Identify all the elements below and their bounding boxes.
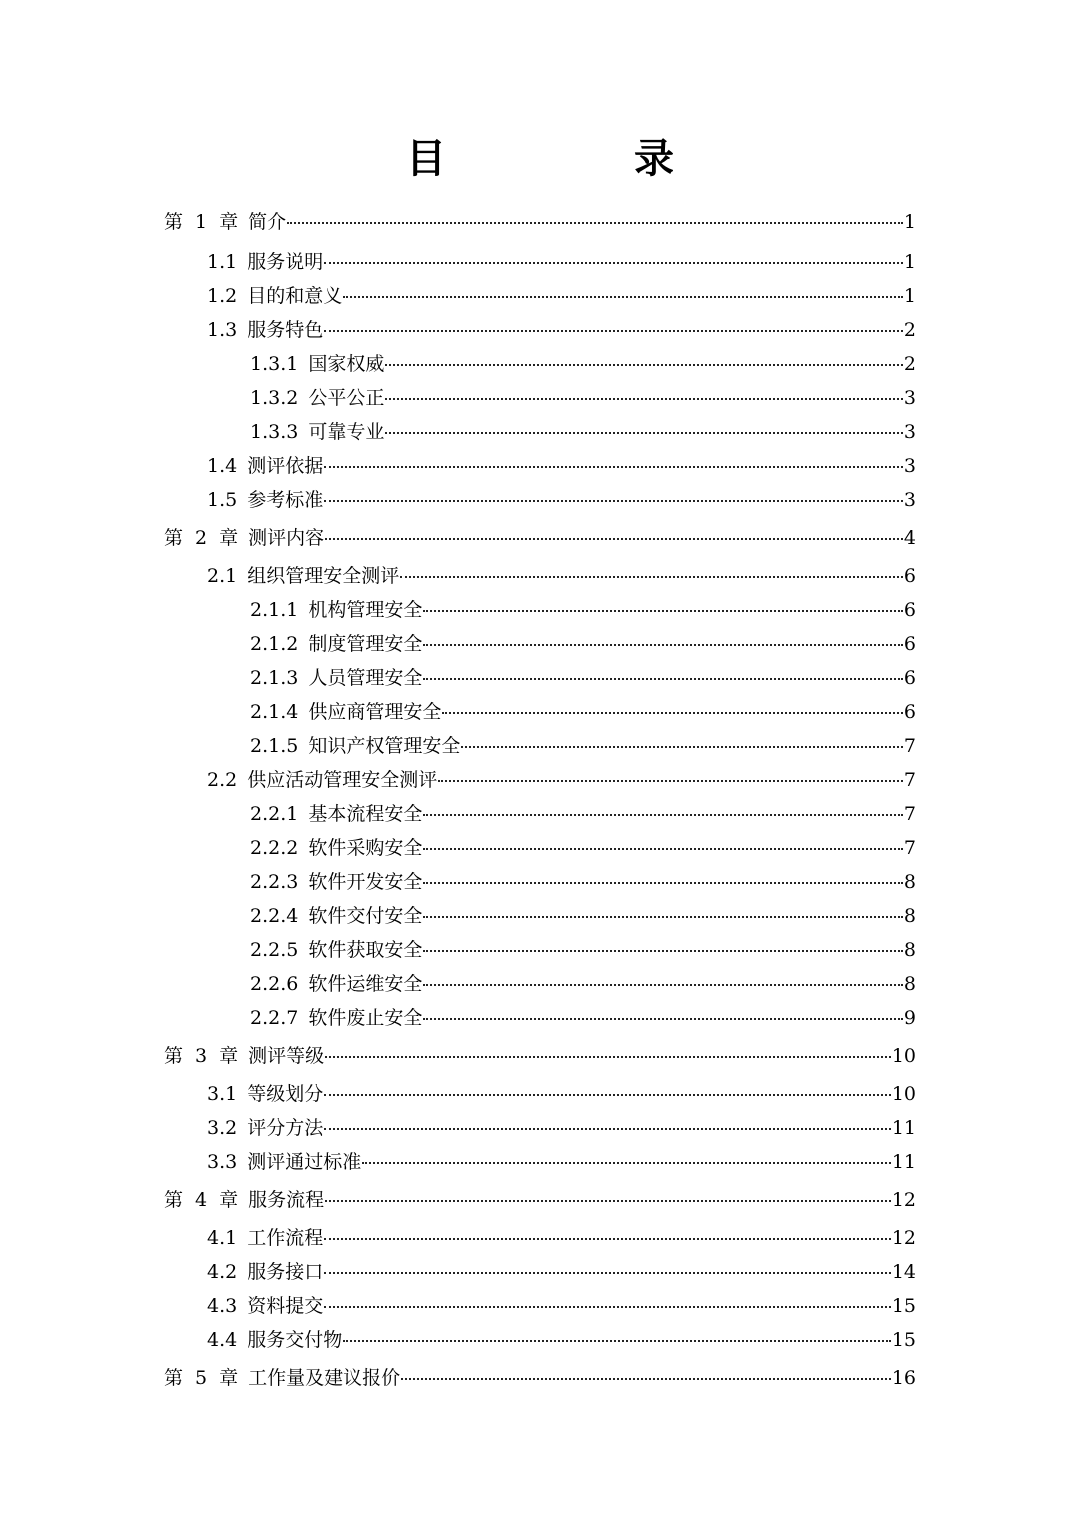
dot-leader xyxy=(343,296,903,298)
toc-entry-number: 第 2 章 xyxy=(164,527,239,549)
toc-entry-number: 3.1 xyxy=(207,1083,238,1105)
dot-leader xyxy=(438,780,903,782)
toc-entry-section[interactable] xyxy=(207,1327,916,1353)
dot-leader xyxy=(325,1056,891,1058)
toc-entry-page-number: 10 xyxy=(891,1083,916,1105)
toc-entry-number: 3.3 xyxy=(207,1151,238,1173)
toc-entry-page-number: 7 xyxy=(903,803,916,825)
toc-entry-number: 2.2.1 xyxy=(250,803,299,825)
toc-entry-page-number: 8 xyxy=(903,973,916,995)
toc-entry-title: 工作流程 xyxy=(247,1227,324,1249)
dot-leader xyxy=(423,882,903,884)
toc-entry-title: 目的和意义 xyxy=(247,285,343,307)
toc-entry-page-number: 8 xyxy=(903,905,916,927)
toc-entry-section[interactable] xyxy=(207,1115,916,1141)
toc-entry-sub[interactable] xyxy=(250,665,916,691)
toc-entry-title: 服务说明 xyxy=(247,251,324,273)
toc-entry-page-number: 11 xyxy=(891,1117,916,1139)
toc-entry-section[interactable] xyxy=(207,317,916,343)
toc-entry-sub[interactable] xyxy=(250,631,916,657)
toc-entry-number: 第 3 章 xyxy=(164,1045,239,1067)
toc-entry-section[interactable] xyxy=(207,453,916,479)
toc-entry-title: 服务交付物 xyxy=(247,1329,343,1351)
dot-leader xyxy=(324,1306,891,1308)
toc-entry-chapter[interactable] xyxy=(164,1187,916,1213)
toc-entry-title: 公平公正 xyxy=(308,387,385,409)
toc-entry-page-number: 12 xyxy=(891,1189,916,1211)
dot-leader xyxy=(324,1272,891,1274)
toc-entry-sub[interactable] xyxy=(250,351,916,377)
dot-leader xyxy=(385,432,903,434)
toc-entry-page-number: 6 xyxy=(903,701,916,723)
toc-entry-title: 软件获取安全 xyxy=(308,939,423,961)
toc-entry-number: 第 4 章 xyxy=(164,1189,239,1211)
toc-entry-title: 人员管理安全 xyxy=(308,667,423,689)
toc-entry-number: 1.1 xyxy=(207,251,238,273)
dot-leader xyxy=(324,330,903,332)
toc-entry-title: 组织管理安全测评 xyxy=(247,565,400,587)
toc-entry-page-number: 2 xyxy=(903,353,916,375)
toc-entry-section[interactable] xyxy=(207,1293,916,1319)
toc-entry-number: 1.3.2 xyxy=(250,387,299,409)
toc-entry-title: 可靠专业 xyxy=(308,421,385,443)
toc-entry-title: 服务特色 xyxy=(247,319,324,341)
dot-leader xyxy=(423,984,903,986)
toc-entry-sub[interactable] xyxy=(250,1005,916,1031)
toc-entry-number: 2.1.2 xyxy=(250,633,299,655)
toc-entry-sub[interactable] xyxy=(250,597,916,623)
toc-entry-page-number: 12 xyxy=(891,1227,916,1249)
toc-entry-page-number: 15 xyxy=(891,1295,916,1317)
toc-entry-title: 基本流程安全 xyxy=(308,803,423,825)
toc-entry-section[interactable] xyxy=(207,1081,916,1107)
dot-leader xyxy=(324,466,903,468)
toc-entry-title: 测评依据 xyxy=(247,455,324,477)
toc-entry-number: 2.2.4 xyxy=(250,905,299,927)
toc-entry-number: 1.5 xyxy=(207,489,238,511)
dot-leader xyxy=(287,222,903,224)
toc-entry-number: 4.3 xyxy=(207,1295,238,1317)
dot-leader xyxy=(423,610,903,612)
toc-entry-page-number: 3 xyxy=(903,489,916,511)
dot-leader xyxy=(324,500,903,502)
toc-entry-number: 2.2.2 xyxy=(250,837,299,859)
toc-entry-title: 制度管理安全 xyxy=(308,633,423,655)
toc-entry-page-number: 1 xyxy=(903,211,916,233)
toc-entry-page-number: 8 xyxy=(903,871,916,893)
toc-entry-sub[interactable] xyxy=(250,733,916,759)
toc-entry-page-number: 15 xyxy=(891,1329,916,1351)
toc-entry-number: 4.4 xyxy=(207,1329,238,1351)
toc-entry-title: 软件开发安全 xyxy=(308,871,423,893)
toc-entry-title: 服务接口 xyxy=(247,1261,324,1283)
dot-leader xyxy=(423,916,903,918)
toc-entry-title: 评分方法 xyxy=(247,1117,324,1139)
toc-entry-page-number: 1 xyxy=(903,251,916,273)
dot-leader xyxy=(324,1128,891,1130)
toc-entry-section[interactable] xyxy=(207,249,916,275)
toc-entry-number: 4.2 xyxy=(207,1261,238,1283)
toc-entry-title: 资料提交 xyxy=(247,1295,324,1317)
toc-entry-title: 软件交付安全 xyxy=(308,905,423,927)
dot-leader xyxy=(442,712,903,714)
dot-leader xyxy=(324,1238,891,1240)
toc-entry-number: 2.2.6 xyxy=(250,973,299,995)
toc-entry-number: 2.1 xyxy=(207,565,238,587)
toc-entry-page-number: 3 xyxy=(903,387,916,409)
toc-entry-section[interactable] xyxy=(207,1225,916,1251)
toc-entry-title: 参考标准 xyxy=(247,489,324,511)
dot-leader xyxy=(401,1378,891,1380)
toc-entry-page-number: 2 xyxy=(903,319,916,341)
toc-entry-number: 4.1 xyxy=(207,1227,238,1249)
toc-entry-sub[interactable] xyxy=(250,699,916,725)
toc-entry-section[interactable] xyxy=(207,1259,916,1285)
toc-entry-number: 2.1.3 xyxy=(250,667,299,689)
toc-entry-chapter[interactable] xyxy=(164,209,916,235)
toc-entry-section[interactable] xyxy=(207,767,916,793)
toc-entry-number: 3.2 xyxy=(207,1117,238,1139)
toc-entry-title: 软件采购安全 xyxy=(308,837,423,859)
toc-entry-page-number: 9 xyxy=(903,1007,916,1029)
toc-entry-number: 2.1.4 xyxy=(250,701,299,723)
toc-entry-page-number: 6 xyxy=(903,565,916,587)
toc-entry-page-number: 7 xyxy=(903,769,916,791)
toc-entry-title: 软件废止安全 xyxy=(308,1007,423,1029)
toc-entry-sub[interactable] xyxy=(250,801,916,827)
toc-entry-number: 1.3.1 xyxy=(250,353,299,375)
dot-leader xyxy=(423,950,903,952)
toc-entry-number: 1.4 xyxy=(207,455,238,477)
toc-entry-page-number: 6 xyxy=(903,599,916,621)
toc-entry-title: 简介 xyxy=(248,211,287,233)
toc-entry-title: 知识产权管理安全 xyxy=(308,735,461,757)
toc-entry-title: 供应活动管理安全测评 xyxy=(247,769,438,791)
toc-entry-page-number: 6 xyxy=(903,667,916,689)
page-title: 目 录 xyxy=(406,136,748,182)
toc-entry-title: 国家权威 xyxy=(308,353,385,375)
toc-entry-number: 1.3 xyxy=(207,319,238,341)
toc-entry-chapter[interactable] xyxy=(164,1365,916,1391)
toc-entry-title: 测评内容 xyxy=(248,527,325,549)
dot-leader xyxy=(324,1094,891,1096)
toc-entry-title: 服务流程 xyxy=(248,1189,325,1211)
dot-leader xyxy=(324,262,903,264)
toc-entry-title: 工作量及建议报价 xyxy=(248,1367,401,1389)
dot-leader xyxy=(423,814,903,816)
toc-entry-sub[interactable] xyxy=(250,419,916,445)
toc-entry-page-number: 7 xyxy=(903,837,916,859)
toc-entry-number: 第 1 章 xyxy=(164,211,239,233)
dot-leader xyxy=(423,678,903,680)
dot-leader xyxy=(423,1018,903,1020)
toc-entry-sub[interactable] xyxy=(250,903,916,929)
toc-entry-number: 2.1.5 xyxy=(250,735,299,757)
toc-entry-title: 等级划分 xyxy=(247,1083,324,1105)
toc-entry-section[interactable] xyxy=(207,283,916,309)
toc-entry-number: 2.2 xyxy=(207,769,238,791)
dot-leader xyxy=(385,398,903,400)
toc-entry-number: 2.2.5 xyxy=(250,939,299,961)
toc-entry-number: 2.1.1 xyxy=(250,599,299,621)
toc-entry-number: 1.2 xyxy=(207,285,238,307)
toc-entry-page-number: 3 xyxy=(903,421,916,443)
toc-entry-page-number: 6 xyxy=(903,633,916,655)
toc-entry-sub[interactable] xyxy=(250,385,916,411)
toc-entry-sub[interactable] xyxy=(250,869,916,895)
toc-entry-page-number: 11 xyxy=(891,1151,916,1173)
toc-entry-sub[interactable] xyxy=(250,971,916,997)
toc-entry-section[interactable] xyxy=(207,563,916,589)
toc-entry-sub[interactable] xyxy=(250,835,916,861)
toc-entry-sub[interactable] xyxy=(250,937,916,963)
toc-entry-page-number: 4 xyxy=(903,527,916,549)
dot-leader xyxy=(325,538,903,540)
toc-entry-title: 软件运维安全 xyxy=(308,973,423,995)
dot-leader xyxy=(461,746,903,748)
dot-leader xyxy=(385,364,903,366)
toc-entry-title: 供应商管理安全 xyxy=(308,701,442,723)
toc-entry-title: 机构管理安全 xyxy=(308,599,423,621)
dot-leader xyxy=(325,1200,891,1202)
toc-entry-section[interactable] xyxy=(207,1149,916,1175)
dot-leader xyxy=(423,848,903,850)
toc-entry-page-number: 10 xyxy=(891,1045,916,1067)
dot-leader xyxy=(343,1340,891,1342)
toc-entry-number: 第 5 章 xyxy=(164,1367,239,1389)
dot-leader xyxy=(400,576,903,578)
dot-leader xyxy=(423,644,903,646)
toc-entry-chapter[interactable] xyxy=(164,1043,916,1069)
toc-entry-title: 测评通过标准 xyxy=(247,1151,362,1173)
toc-entry-number: 2.2.7 xyxy=(250,1007,299,1029)
dot-leader xyxy=(362,1162,891,1164)
toc-entry-page-number: 14 xyxy=(891,1261,916,1283)
toc-entry-title: 测评等级 xyxy=(248,1045,325,1067)
toc-entry-page-number: 3 xyxy=(903,455,916,477)
toc-entry-page-number: 1 xyxy=(903,285,916,307)
toc-entry-page-number: 8 xyxy=(903,939,916,961)
toc-entry-section[interactable] xyxy=(207,487,916,513)
toc-entry-chapter[interactable] xyxy=(164,525,916,551)
toc-entry-number: 1.3.3 xyxy=(250,421,299,443)
toc-entry-number: 2.2.3 xyxy=(250,871,299,893)
toc-entry-page-number: 7 xyxy=(903,735,916,757)
toc-entry-page-number: 16 xyxy=(891,1367,916,1389)
